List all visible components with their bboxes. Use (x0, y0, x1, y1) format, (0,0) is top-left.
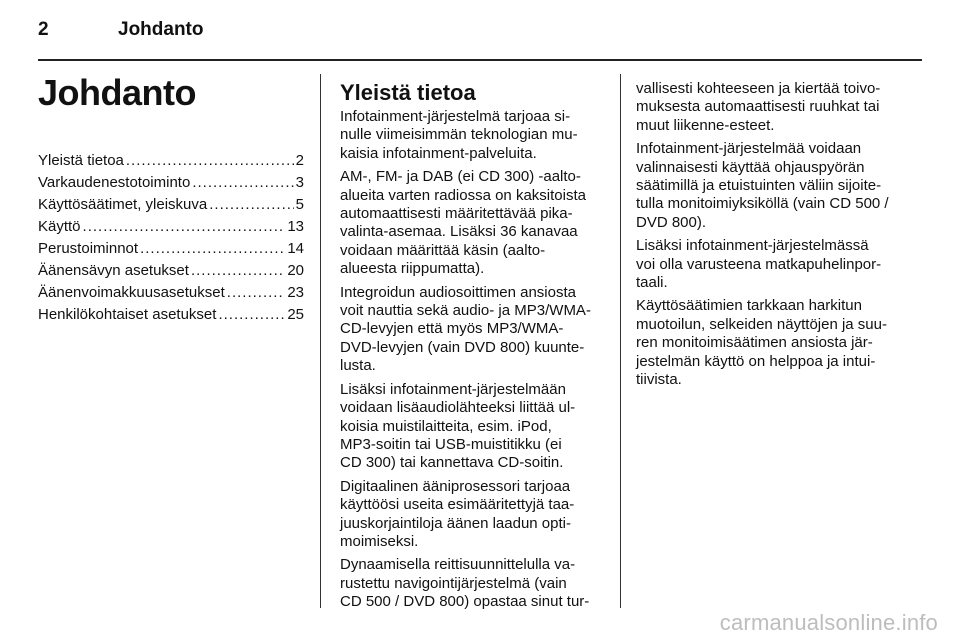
text-line: Dynaamisella reittisuunnittelulla va- (340, 556, 576, 574)
toc-leader-dots (227, 282, 286, 304)
text-line: voi olla varusteena matkapuhelinpor- (636, 255, 882, 273)
text-line: muksesta automaattisesti ruuhkat tai (636, 98, 880, 116)
column-divider-left (320, 74, 321, 608)
text-line: säätimillä ja etuistuinten väliin sijoite- (636, 177, 882, 195)
page-number: 2 (38, 19, 49, 40)
toc-leader-dots (209, 194, 293, 216)
text-line: moimiseksi. (340, 532, 419, 550)
text-line: AM-, FM- ja DAB (ei CD 300) -aalto- (340, 168, 581, 186)
toc-entry-page: 3 (295, 174, 304, 191)
header-divider (38, 59, 922, 61)
text-line: voidaan määrittää käsin (aalto- (340, 241, 546, 259)
text-line: koisia muistilaitteita, esim. iPod, (340, 417, 552, 435)
paragraph (340, 381, 606, 473)
text-line: taali. (636, 274, 668, 292)
text-line: juuskorjaintiloja äänen laadun opti- (340, 514, 571, 532)
text-line: Integroidun audiosoittimen ansiosta (340, 283, 576, 301)
toc-entry[interactable] (38, 172, 304, 194)
toc-leader-dots (83, 216, 286, 238)
text-line: nulle viimeisimmän teknologian mu- (340, 126, 578, 144)
text-column-right (636, 80, 904, 395)
toc-leader-dots (126, 150, 294, 172)
text-line: valinnaisesti käyttää ohjauspyörän (636, 158, 865, 176)
text-line: alueita varten radiossa on kaksitoista (340, 186, 586, 204)
text-line: muut liikenne-esteet. (636, 116, 775, 134)
text-column-middle (340, 80, 606, 617)
text-line: Digitaalinen ääniprosessori tarjoaa (340, 477, 571, 495)
column-divider-right (620, 74, 621, 608)
text-line: muotoilun, selkeiden näyttöjen ja suu- (636, 315, 887, 333)
text-line: Lisäksi infotainment-järjestelmässä (636, 237, 869, 255)
toc-entry-page: 23 (287, 284, 304, 301)
paragraph (636, 80, 904, 135)
toc-entry-label: Käyttö (38, 218, 81, 235)
paragraph (636, 237, 904, 292)
text-line: tiivista. (636, 371, 682, 389)
toc-leader-dots (192, 172, 293, 194)
chapter-title: Johdanto (38, 72, 196, 113)
toc-entry-page: 14 (287, 240, 304, 257)
toc-entry-page: 2 (295, 152, 304, 169)
table-of-contents (38, 150, 304, 326)
text-line: voidaan lisäaudiolähteeksi liittää ul- (340, 399, 576, 417)
paragraph (340, 284, 606, 376)
text-line: Käyttösäätimien tarkkaan harkitun (636, 297, 862, 315)
text-line: MP3-soitin tai USB-muistitikku (ei (340, 435, 562, 453)
toc-entry[interactable] (38, 260, 304, 282)
toc-entry-label: Äänenvoimakkuusasetukset (38, 284, 225, 301)
text-line: vallisesti kohteeseen ja kiertää toivo- (636, 80, 881, 97)
text-line: kaisia infotainment-palveluita. (340, 144, 537, 162)
text-line: CD 300) tai kannettava CD-soitin. (340, 454, 564, 472)
column-body (636, 80, 904, 390)
text-line: Infotainment-järjestelmää voidaan (636, 140, 862, 158)
toc-entry[interactable] (38, 304, 304, 326)
toc-entry-label: Perustoiminnot (38, 240, 139, 257)
text-line: valinta-asemaa. Lisäksi 36 kanavaa (340, 223, 578, 241)
text-line: Lisäksi infotainment-järjestelmään (340, 380, 566, 398)
toc-entry-page: 5 (295, 196, 304, 213)
toc-leader-dots (218, 304, 285, 326)
paragraph (340, 108, 606, 163)
paragraph (340, 168, 606, 278)
toc-leader-dots (140, 238, 285, 260)
text-line: CD-levyjen että myös MP3/WMA- (340, 320, 564, 338)
toc-entry[interactable] (38, 282, 304, 304)
toc-entry-label: Yleistä tietoa (38, 152, 124, 169)
text-line: jestelmän käyttö on helppoa ja intui- (636, 352, 876, 370)
text-line: DVD-levyjen (vain DVD 800) kuunte- (340, 338, 585, 356)
column-body (340, 108, 606, 612)
watermark: carmanualsonline.info (719, 610, 938, 635)
toc-entry-label: Varkaudenestotoiminto (38, 174, 191, 191)
text-line: ren monitoimisäätimen ansiosta jär- (636, 334, 873, 352)
toc-entry[interactable] (38, 216, 304, 238)
text-line: voit nauttia sekä audio- ja MP3/WMA- (340, 302, 591, 320)
text-line: alueesta riippumatta). (340, 260, 485, 278)
toc-entry-label: Henkilökohtaiset asetukset (38, 306, 217, 323)
text-line: käyttöösi useita esimääritettyjä taa- (340, 496, 575, 514)
toc-entry-label: Äänensävyn asetukset (38, 262, 189, 279)
text-line: Infotainment-järjestelmä tarjoaa si- (340, 108, 571, 125)
text-line: automaattisesti määritettävää pika- (340, 205, 573, 223)
paragraph (340, 556, 606, 611)
running-header-title: Johdanto (118, 19, 204, 40)
text-line: rustettu navigointijärjestelmä (vain (340, 574, 567, 592)
text-line: CD 500 / DVD 800) opastaa sinut tur- (340, 593, 590, 611)
toc-entry[interactable] (38, 238, 304, 260)
toc-leader-dots (191, 260, 285, 282)
toc-entry-label: Käyttösäätimet, yleiskuva (38, 196, 208, 213)
paragraph (636, 140, 904, 232)
toc-entry[interactable] (38, 194, 304, 216)
toc-entry-page: 20 (287, 262, 304, 279)
paragraph (340, 478, 606, 552)
toc-entry[interactable] (38, 150, 304, 172)
text-line: tulla monitoimiyksiköllä (vain CD 500 / (636, 195, 889, 213)
text-line: DVD 800). (636, 213, 707, 231)
toc-entry-page: 13 (287, 218, 304, 235)
paragraph (636, 297, 904, 389)
toc-entry-page: 25 (287, 306, 304, 323)
section-heading: Yleistä tietoa (340, 80, 476, 105)
text-line: lusta. (340, 357, 376, 375)
